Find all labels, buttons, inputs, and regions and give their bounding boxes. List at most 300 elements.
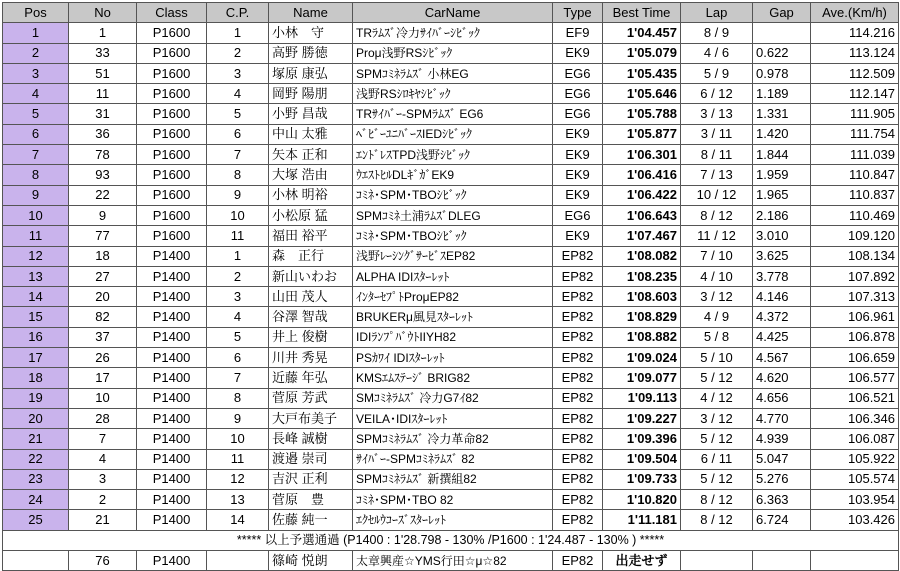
cell-class: P1400	[137, 287, 207, 307]
cell-no: 27	[69, 266, 137, 286]
dns-cp	[207, 551, 269, 571]
dns-class: P1400	[137, 551, 207, 571]
cell-gap: 4.425	[753, 327, 811, 347]
cell-cp: 2	[207, 266, 269, 286]
cell-lap: 4 / 9	[681, 307, 753, 327]
header-lap: Lap	[681, 3, 753, 23]
cell-gap: 5.276	[753, 469, 811, 489]
cell-best-time: 1'06.422	[603, 185, 681, 205]
dns-no: 76	[69, 551, 137, 571]
cell-name: 新山いわお	[269, 266, 353, 286]
cell-car: SMｺﾐﾈﾗﾑｽﾞ 冷力G7ｲ82	[353, 388, 553, 408]
cell-lap: 5 / 10	[681, 348, 753, 368]
cell-name: 中山 太雅	[269, 124, 353, 144]
cell-no: 4	[69, 449, 137, 469]
cell-car: IDIﾗﾝﾌﾟﾊﾞｳﾄIIYH82	[353, 327, 553, 347]
header-ave: Ave.(Km/h)	[811, 3, 899, 23]
cell-car: KMSｴﾑｽﾃｰｼﾞ BRIG82	[353, 368, 553, 388]
cell-ave: 106.346	[811, 408, 899, 428]
cell-cp: 1	[207, 246, 269, 266]
cell-type: EP82	[553, 469, 603, 489]
dns-name: 篠崎 悦朗	[269, 551, 353, 571]
cell-ave: 105.574	[811, 469, 899, 489]
cell-name: 長峰 誠樹	[269, 429, 353, 449]
cell-ave: 106.659	[811, 348, 899, 368]
table-row	[3, 124, 899, 144]
cell-class: P1400	[137, 429, 207, 449]
cell-type: EK9	[553, 226, 603, 246]
cell-class: P1400	[137, 490, 207, 510]
cell-lap: 8 / 12	[681, 205, 753, 225]
cell-ave: 105.922	[811, 449, 899, 469]
cell-type: EP82	[553, 490, 603, 510]
cell-class: P1400	[137, 307, 207, 327]
cell-ave: 110.837	[811, 185, 899, 205]
table-row	[3, 388, 899, 408]
cell-lap: 8 / 12	[681, 510, 753, 530]
cell-no: 1	[69, 23, 137, 43]
cell-lap: 3 / 11	[681, 124, 753, 144]
cell-cp: 5	[207, 327, 269, 347]
cell-ave: 111.039	[811, 145, 899, 165]
cell-cp: 10	[207, 205, 269, 225]
cell-best-time: 1'05.877	[603, 124, 681, 144]
cell-name: 井上 俊樹	[269, 327, 353, 347]
cell-gap: 1.189	[753, 84, 811, 104]
cell-class: P1400	[137, 469, 207, 489]
cell-lap: 10 / 12	[681, 185, 753, 205]
cell-pos: 25	[3, 510, 69, 530]
cell-no: 51	[69, 63, 137, 83]
cell-car: SPMｺﾐﾈ土浦ﾗﾑｽﾞDLEG	[353, 205, 553, 225]
table-row	[3, 145, 899, 165]
cell-best-time: 1'11.181	[603, 510, 681, 530]
cell-no: 17	[69, 368, 137, 388]
cell-best-time: 1'09.504	[603, 449, 681, 469]
cell-type: EK9	[553, 43, 603, 63]
cell-gap: 2.186	[753, 205, 811, 225]
cell-name: 高野 勝徳	[269, 43, 353, 63]
cell-best-time: 1'09.396	[603, 429, 681, 449]
cell-name: 大戸布美子	[269, 408, 353, 428]
cell-ave: 108.134	[811, 246, 899, 266]
dns-ave	[811, 551, 899, 571]
table-row	[3, 469, 899, 489]
cell-gap: 4.939	[753, 429, 811, 449]
cell-lap: 7 / 10	[681, 246, 753, 266]
table-row	[3, 408, 899, 428]
cell-type: EK9	[553, 185, 603, 205]
cell-cp: 8	[207, 165, 269, 185]
header-cp: C.P.	[207, 3, 269, 23]
cell-no: 82	[69, 307, 137, 327]
cell-best-time: 1'08.829	[603, 307, 681, 327]
cell-name: 福田 裕平	[269, 226, 353, 246]
cell-class: P1400	[137, 348, 207, 368]
cell-name: 渡邉 崇司	[269, 449, 353, 469]
cell-no: 9	[69, 205, 137, 225]
cell-lap: 5 / 12	[681, 368, 753, 388]
cell-gap: 4.567	[753, 348, 811, 368]
cell-lap: 5 / 8	[681, 327, 753, 347]
table-row	[3, 368, 899, 388]
cell-cp: 6	[207, 348, 269, 368]
cell-lap: 8 / 9	[681, 23, 753, 43]
cell-type: EP82	[553, 287, 603, 307]
cell-no: 31	[69, 104, 137, 124]
cell-cp: 4	[207, 84, 269, 104]
cell-class: P1600	[137, 23, 207, 43]
cell-best-time: 1'09.077	[603, 368, 681, 388]
cell-name: 小松原 猛	[269, 205, 353, 225]
cell-lap: 4 / 12	[681, 388, 753, 408]
cell-car: SPMｺﾐﾈﾗﾑｽﾞ 冷力革命82	[353, 429, 553, 449]
cell-cp: 8	[207, 388, 269, 408]
table-row	[3, 348, 899, 368]
table-row	[3, 246, 899, 266]
cell-pos: 4	[3, 84, 69, 104]
cell-car: ｺﾐﾈ･SPM･TBOｼﾋﾞｯｸ	[353, 185, 553, 205]
cell-gap: 1.844	[753, 145, 811, 165]
cell-car: BRUKERμ風見ｽﾀｰﾚｯﾄ	[353, 307, 553, 327]
cell-cp: 10	[207, 429, 269, 449]
header-gap: Gap	[753, 3, 811, 23]
cell-cp: 11	[207, 226, 269, 246]
cell-best-time: 1'10.820	[603, 490, 681, 510]
table-row	[3, 327, 899, 347]
cell-car: ｲﾝﾀｰｾﾌﾟﾄProμEP82	[353, 287, 553, 307]
cell-no: 77	[69, 226, 137, 246]
dns-pos	[3, 551, 69, 571]
cell-gap: 4.770	[753, 408, 811, 428]
cell-car: TRｻｲﾊﾞｰ-SPMﾗﾑｽﾞ EG6	[353, 104, 553, 124]
cell-class: P1400	[137, 388, 207, 408]
cell-type: EK9	[553, 165, 603, 185]
cell-best-time: 1'06.301	[603, 145, 681, 165]
cell-pos: 23	[3, 469, 69, 489]
cell-type: EP82	[553, 348, 603, 368]
cell-gap: 1.331	[753, 104, 811, 124]
table-row	[3, 307, 899, 327]
cell-car: SPMｺﾐﾈﾗﾑｽﾞ 小林EG	[353, 63, 553, 83]
cell-pos: 11	[3, 226, 69, 246]
cell-gap: 4.656	[753, 388, 811, 408]
cell-pos: 8	[3, 165, 69, 185]
cell-cp: 7	[207, 368, 269, 388]
cell-name: 大塚 浩由	[269, 165, 353, 185]
table-row	[3, 84, 899, 104]
cell-cp: 6	[207, 124, 269, 144]
cell-gap: 6.363	[753, 490, 811, 510]
cell-gap: 1.965	[753, 185, 811, 205]
dns-gap	[753, 551, 811, 571]
cell-gap: 1.420	[753, 124, 811, 144]
cell-best-time: 1'04.457	[603, 23, 681, 43]
cell-type: EG6	[553, 84, 603, 104]
cell-car: 浅野RSｼﾛｷﾔｼﾋﾞｯｸ	[353, 84, 553, 104]
cell-car: ｴﾝﾄﾞﾚｽTPD浅野ｼﾋﾞｯｸ	[353, 145, 553, 165]
table-row	[3, 205, 899, 225]
cell-best-time: 1'05.788	[603, 104, 681, 124]
cell-car: ALPHA IDIｽﾀｰﾚｯﾄ	[353, 266, 553, 286]
cell-no: 2	[69, 490, 137, 510]
dns-type: EP82	[553, 551, 603, 571]
cell-cp: 5	[207, 104, 269, 124]
cell-best-time: 1'09.024	[603, 348, 681, 368]
cell-name: 森 正行	[269, 246, 353, 266]
cell-type: EP82	[553, 368, 603, 388]
cell-ave: 106.961	[811, 307, 899, 327]
header-car: CarName	[353, 3, 553, 23]
cell-pos: 12	[3, 246, 69, 266]
cell-pos: 6	[3, 124, 69, 144]
table-row	[3, 449, 899, 469]
cell-name: 小林 守	[269, 23, 353, 43]
cell-gap: 3.778	[753, 266, 811, 286]
cell-cp: 9	[207, 408, 269, 428]
cell-pos: 16	[3, 327, 69, 347]
cell-ave: 113.124	[811, 43, 899, 63]
cell-ave: 106.521	[811, 388, 899, 408]
cell-type: EP82	[553, 449, 603, 469]
cell-no: 22	[69, 185, 137, 205]
cell-cp: 11	[207, 449, 269, 469]
cell-gap: 4.620	[753, 368, 811, 388]
cell-pos: 1	[3, 23, 69, 43]
cell-type: EP82	[553, 429, 603, 449]
cell-class: P1600	[137, 205, 207, 225]
cell-ave: 111.754	[811, 124, 899, 144]
cell-ave: 106.577	[811, 368, 899, 388]
cell-best-time: 1'05.435	[603, 63, 681, 83]
cell-no: 26	[69, 348, 137, 368]
cell-cp: 4	[207, 307, 269, 327]
cell-ave: 106.878	[811, 327, 899, 347]
cell-name: 山田 茂人	[269, 287, 353, 307]
cell-best-time: 1'07.467	[603, 226, 681, 246]
cell-pos: 19	[3, 388, 69, 408]
cell-lap: 8 / 12	[681, 490, 753, 510]
cell-no: 93	[69, 165, 137, 185]
cell-no: 33	[69, 43, 137, 63]
cell-class: P1400	[137, 266, 207, 286]
cell-class: P1600	[137, 63, 207, 83]
cell-best-time: 1'09.227	[603, 408, 681, 428]
cell-best-time: 1'09.113	[603, 388, 681, 408]
cell-pos: 20	[3, 408, 69, 428]
cell-lap: 5 / 9	[681, 63, 753, 83]
cell-best-time: 1'05.646	[603, 84, 681, 104]
cell-no: 78	[69, 145, 137, 165]
cell-best-time: 1'06.643	[603, 205, 681, 225]
cell-class: P1600	[137, 84, 207, 104]
cell-gap: 0.978	[753, 63, 811, 83]
cell-ave: 114.216	[811, 23, 899, 43]
cell-name: 塚原 康弘	[269, 63, 353, 83]
cell-pos: 13	[3, 266, 69, 286]
cell-ave: 103.954	[811, 490, 899, 510]
cell-cp: 3	[207, 63, 269, 83]
qualifying-note: ***** 以上予選通過 (P1400 : 1'28.798 - 130% /P1600 : 1'24.487 - 130% ) *****	[3, 530, 899, 550]
cell-class: P1400	[137, 408, 207, 428]
cell-car: TRﾗﾑｽﾞ冷力ｻｲﾊﾞｰｼﾋﾞｯｸ	[353, 23, 553, 43]
cell-best-time: 1'08.603	[603, 287, 681, 307]
cell-cp: 1	[207, 23, 269, 43]
cell-no: 20	[69, 287, 137, 307]
table-row	[3, 104, 899, 124]
cell-best-time: 1'05.079	[603, 43, 681, 63]
header-pos: Pos	[3, 3, 69, 23]
cell-pos: 10	[3, 205, 69, 225]
cell-lap: 3 / 12	[681, 287, 753, 307]
qualifying-note-row	[3, 530, 899, 550]
cell-gap: 0.622	[753, 43, 811, 63]
cell-no: 10	[69, 388, 137, 408]
cell-ave: 107.892	[811, 266, 899, 286]
cell-type: EP82	[553, 307, 603, 327]
cell-type: EG6	[553, 63, 603, 83]
cell-pos: 3	[3, 63, 69, 83]
cell-car: ｺﾐﾈ･SPM･TBO 82	[353, 490, 553, 510]
results-body	[3, 23, 899, 530]
cell-pos: 21	[3, 429, 69, 449]
cell-gap: 1.959	[753, 165, 811, 185]
cell-type: EP82	[553, 266, 603, 286]
cell-name: 小野 昌哉	[269, 104, 353, 124]
cell-type: EK9	[553, 145, 603, 165]
cell-ave: 106.087	[811, 429, 899, 449]
cell-name: 小林 明裕	[269, 185, 353, 205]
cell-type: EP82	[553, 510, 603, 530]
cell-car: Proμ浅野RSｼﾋﾞｯｸ	[353, 43, 553, 63]
cell-car: VEILA･IDIｽﾀｰﾚｯﾄ	[353, 408, 553, 428]
cell-class: P1600	[137, 43, 207, 63]
cell-pos: 18	[3, 368, 69, 388]
table-row	[3, 165, 899, 185]
cell-ave: 103.426	[811, 510, 899, 530]
table-row	[3, 287, 899, 307]
header-class: Class	[137, 3, 207, 23]
header-type: Type	[553, 3, 603, 23]
cell-car: SPMｺﾐﾈﾗﾑｽﾞ 新撰組82	[353, 469, 553, 489]
table-row	[3, 490, 899, 510]
cell-class: P1600	[137, 185, 207, 205]
cell-class: P1600	[137, 104, 207, 124]
cell-cp: 7	[207, 145, 269, 165]
cell-name: 岡野 陽朋	[269, 84, 353, 104]
cell-no: 18	[69, 246, 137, 266]
table-row	[3, 510, 899, 530]
cell-name: 谷澤 智哉	[269, 307, 353, 327]
cell-no: 7	[69, 429, 137, 449]
cell-class: P1400	[137, 327, 207, 347]
cell-ave: 112.509	[811, 63, 899, 83]
dns-row	[3, 551, 899, 571]
dns-status: 出走せず	[603, 551, 681, 571]
cell-gap: 6.724	[753, 510, 811, 530]
cell-pos: 9	[3, 185, 69, 205]
dns-car: 太章興産☆YMS行田☆μ☆82	[353, 551, 553, 571]
cell-cp: 12	[207, 469, 269, 489]
header-no: No	[69, 3, 137, 23]
cell-pos: 22	[3, 449, 69, 469]
cell-pos: 5	[3, 104, 69, 124]
table-row	[3, 226, 899, 246]
cell-car: ｺﾐﾈ･SPM･TBOｼﾋﾞｯｸ	[353, 226, 553, 246]
cell-name: 菅原 芳武	[269, 388, 353, 408]
cell-car: ﾍﾞﾋﾞｰﾕﾆﾊﾞｰｽIEDｼﾋﾞｯｸ	[353, 124, 553, 144]
cell-best-time: 1'08.235	[603, 266, 681, 286]
table-row	[3, 429, 899, 449]
header-name: Name	[269, 3, 353, 23]
cell-pos: 24	[3, 490, 69, 510]
cell-car: ｻｲﾊﾞｰ-SPMｺﾐﾈﾗﾑｽﾞ 82	[353, 449, 553, 469]
cell-type: EF9	[553, 23, 603, 43]
cell-cp: 14	[207, 510, 269, 530]
cell-lap: 4 / 6	[681, 43, 753, 63]
cell-lap: 3 / 12	[681, 408, 753, 428]
cell-pos: 2	[3, 43, 69, 63]
cell-lap: 3 / 13	[681, 104, 753, 124]
cell-pos: 17	[3, 348, 69, 368]
cell-cp: 3	[207, 287, 269, 307]
header-best: Best Time	[603, 3, 681, 23]
cell-class: P1400	[137, 246, 207, 266]
cell-class: P1600	[137, 124, 207, 144]
cell-pos: 7	[3, 145, 69, 165]
cell-class: P1400	[137, 449, 207, 469]
cell-class: P1400	[137, 368, 207, 388]
cell-name: 矢本 正和	[269, 145, 353, 165]
cell-lap: 6 / 12	[681, 84, 753, 104]
cell-cp: 13	[207, 490, 269, 510]
table-row	[3, 23, 899, 43]
cell-car: ｴｸｾﾙｳｺｰｽﾞｽﾀｰﾚｯﾄ	[353, 510, 553, 530]
cell-lap: 5 / 12	[681, 429, 753, 449]
cell-type: EP82	[553, 327, 603, 347]
cell-class: P1400	[137, 510, 207, 530]
cell-ave: 112.147	[811, 84, 899, 104]
cell-type: EG6	[553, 104, 603, 124]
cell-gap: 4.372	[753, 307, 811, 327]
cell-name: 川井 秀晃	[269, 348, 353, 368]
cell-no: 36	[69, 124, 137, 144]
cell-gap: 3.625	[753, 246, 811, 266]
cell-name: 近藤 年弘	[269, 368, 353, 388]
cell-no: 37	[69, 327, 137, 347]
cell-car: 浅野ﾚｰｼﾝｸﾞｻｰﾋﾞｽEP82	[353, 246, 553, 266]
cell-pos: 14	[3, 287, 69, 307]
cell-class: P1600	[137, 226, 207, 246]
cell-class: P1600	[137, 145, 207, 165]
cell-best-time: 1'09.733	[603, 469, 681, 489]
cell-cp: 2	[207, 43, 269, 63]
cell-gap: 4.146	[753, 287, 811, 307]
cell-no: 3	[69, 469, 137, 489]
cell-ave: 107.313	[811, 287, 899, 307]
cell-type: EP82	[553, 246, 603, 266]
cell-class: P1600	[137, 165, 207, 185]
cell-gap	[753, 23, 811, 43]
cell-ave: 110.847	[811, 165, 899, 185]
cell-type: EP82	[553, 388, 603, 408]
cell-best-time: 1'08.882	[603, 327, 681, 347]
cell-name: 佐藤 純一	[269, 510, 353, 530]
cell-name: 菅原 豊	[269, 490, 353, 510]
table-row	[3, 185, 899, 205]
table-row	[3, 63, 899, 83]
cell-pos: 15	[3, 307, 69, 327]
